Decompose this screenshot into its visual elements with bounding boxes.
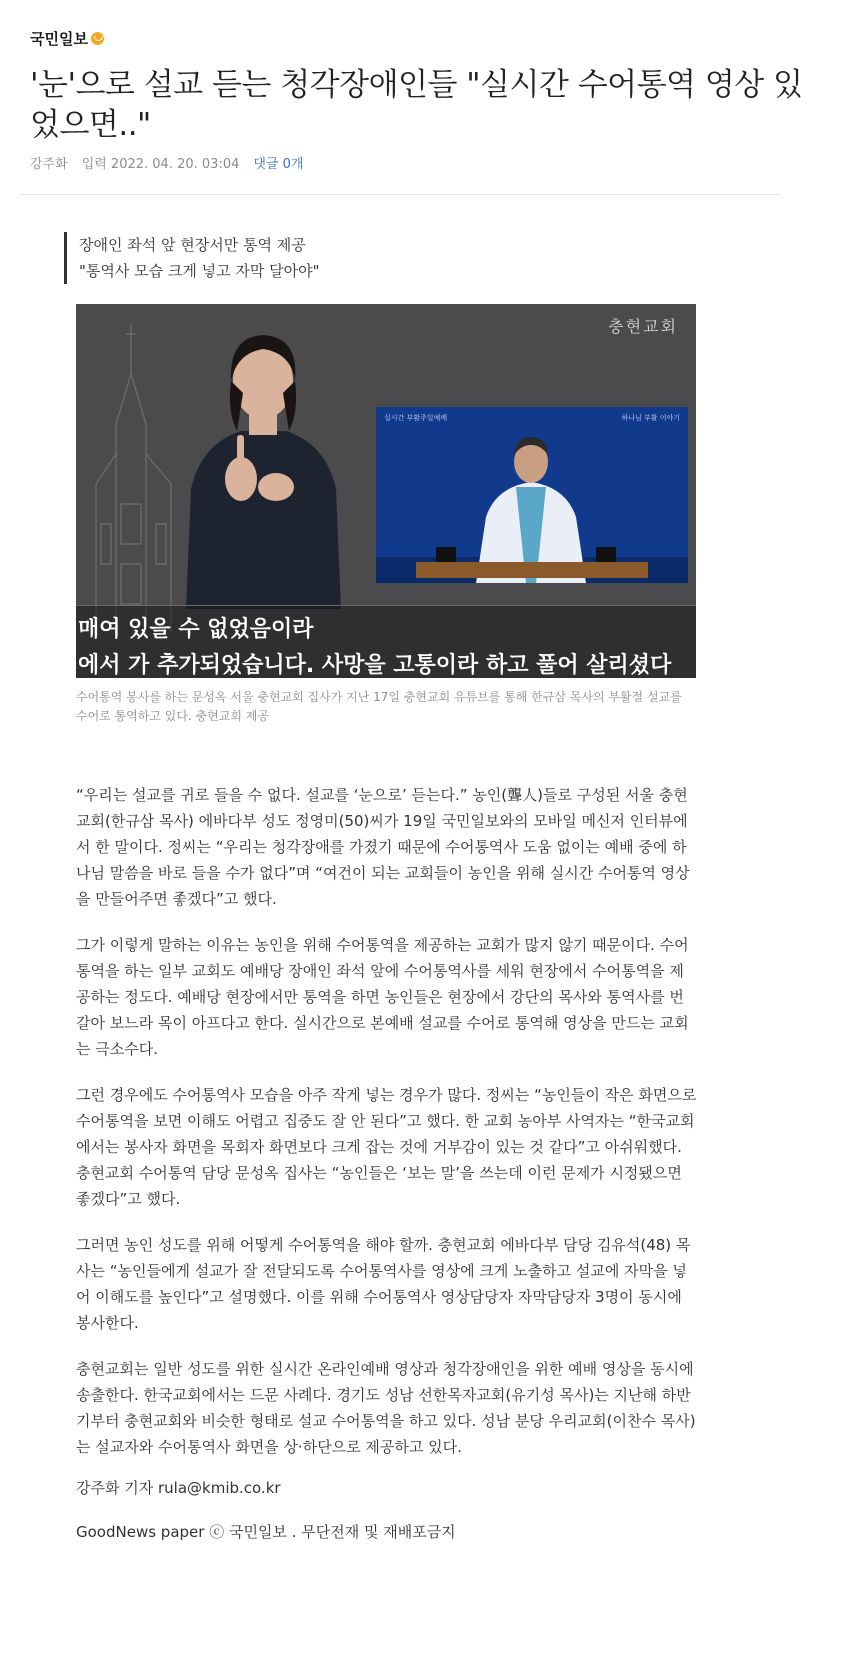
body-paragraph: 그런 경우에도 수어통역사 모습을 아주 작게 넣는 경우가 많다. 정씨는 “농인들이 작은 화면으로 수어통역을 보면 이해도 어렵고 집중도 잘 안 된다”고 했다. 한 교회 농아부 사역자는 “한국교회에서는 봉사자 화면을 목회자 화면보다 크게 잡는 것에 거부감이 있는 것 같다”고 아쉬워했다. 충현교회 수어통역 담당 문성옥 집사는 “농인들은 ‘보는 말’을 쓰는데 이런 문제가 시정됐으면 좋겠다”고 했다. [76,1086,697,1208]
photo-caption: 수어통역 봉사를 하는 문성옥 서울 충현교회 집사가 지난 17일 충현교회 유튜브를 통해 한규삼 목사의 부활절 설교를 수어로 통역하고 있다. 충현교회 제공 [76,690,682,723]
sermon-video-inset [376,407,688,583]
pastor-at-pulpit-image [376,407,688,583]
body-paragraph: “우리는 설교를 귀로 들을 수 없다. 설교를 ‘눈으로’ 듣는다.” 농인(聾人)들로 구성된 서울 충현교회(한규삼 목사) 에바다부 성도 정영미(50)씨가 19일 국민일보와의 모바일 메신저 인터뷰에서 한 말이다. 정씨는 “우리는 청각장애를 가졌기 때문에 수어통역사 도움 없이는 예배 중에 하나님 말씀을 바로 들을 수가 없다”며 “여건이 되는 교회들이 농인을 위해 실시간 수어통역 영상을 만들어주면 좋겠다”고 했다. [76,786,690,908]
copyright-notice: GoodNews paper ⓒ 국민일보 . 무단전재 및 재배포금지 [76,1523,456,1541]
subtitle-line: "통역사 모습 크게 넣고 자막 달아야" [79,262,320,280]
article-subtitle [64,232,320,284]
smile-badge-icon [91,32,104,45]
reporter-byline: 강주화 기자 rula@kmib.co.kr [76,1479,281,1497]
publisher-logo[interactable] [30,28,830,49]
subtitle-line: 장애인 좌석 앞 현장서만 통역 제공 [79,236,306,254]
inset-caption: 하나님 부활 이야기 [621,414,680,422]
article-body [76,782,698,1480]
author-name[interactable]: 강주화 [30,157,68,172]
article-meta [30,153,830,172]
body-paragraph: 충현교회는 일반 성도를 위한 실시간 온라인예배 영상과 청각장애인을 위한 예배 영상을 동시에 송출한다. 한국교회에서는 드문 사례다. 경기도 성남 선한목자교회(유기성 목사)는 지난해 하반기부터 충현교회와 비슷한 형태로 설교 수어통역을 하고 있다. 성남 분당 우리교회(이찬수 목사)는 설교자와 수어통역사 화면을 상·하단으로 제공하고 있다. [76,1360,696,1456]
inset-title: 실시간 부활주일예배 [384,414,448,422]
comments-link[interactable]: 댓글 0개 [253,157,304,172]
publish-date: 입력 2022. 04. 20. 03:04 [81,157,240,172]
church-watermark: 충현교회 [608,317,678,336]
logo-text: 국민일보 [30,31,88,48]
header-divider [20,194,780,195]
video-subtitle-line: 에서 가 추가되었습니다. 사망을 고통이라 하고 풀어 살리셨다 [78,653,672,678]
body-paragraph: 그러면 농인 성도를 위해 어떻게 수어통역을 해야 할까. 충현교회 에바다부 담당 김유석(48) 목사는 “농인들에게 설교가 잘 전달되도록 수어통역사를 영상에 크게 노출하고 설교에 자막을 넣어 이해도를 높인다”고 설명했다. 이를 위해 수어통역사 영상담당자 자막담당자 3명이 동시에 봉사한다. [76,1236,691,1332]
video-subtitle-line: 매여 있을 수 없었음이라 [78,617,314,642]
interpreter-figure-image [171,319,356,609]
article-header [30,28,830,172]
article-headline: '눈'으로 설교 듣는 청각장애인들 "실시간 수어통역 영상 있었으면.." [30,67,803,143]
body-paragraph: 그가 이렇게 말하는 이유는 농인을 위해 수어통역을 제공하는 교회가 많지 않기 때문이다. 수어통역을 하는 일부 교회도 예배당 장애인 좌석 앞에 수어통역사를 세워 현장에서 수어통역을 제공하는 정도다. 예배당 현장에서만 통역을 하면 농인들은 현장에서 강단의 목사와 통역사를 번갈아 보느라 목이 아프다고 한다. 실시간으로 본예배 설교를 수어로 통역해 영상을 만드는 교회는 극소수다. [76,936,689,1058]
article-photo[interactable] [76,304,696,678]
